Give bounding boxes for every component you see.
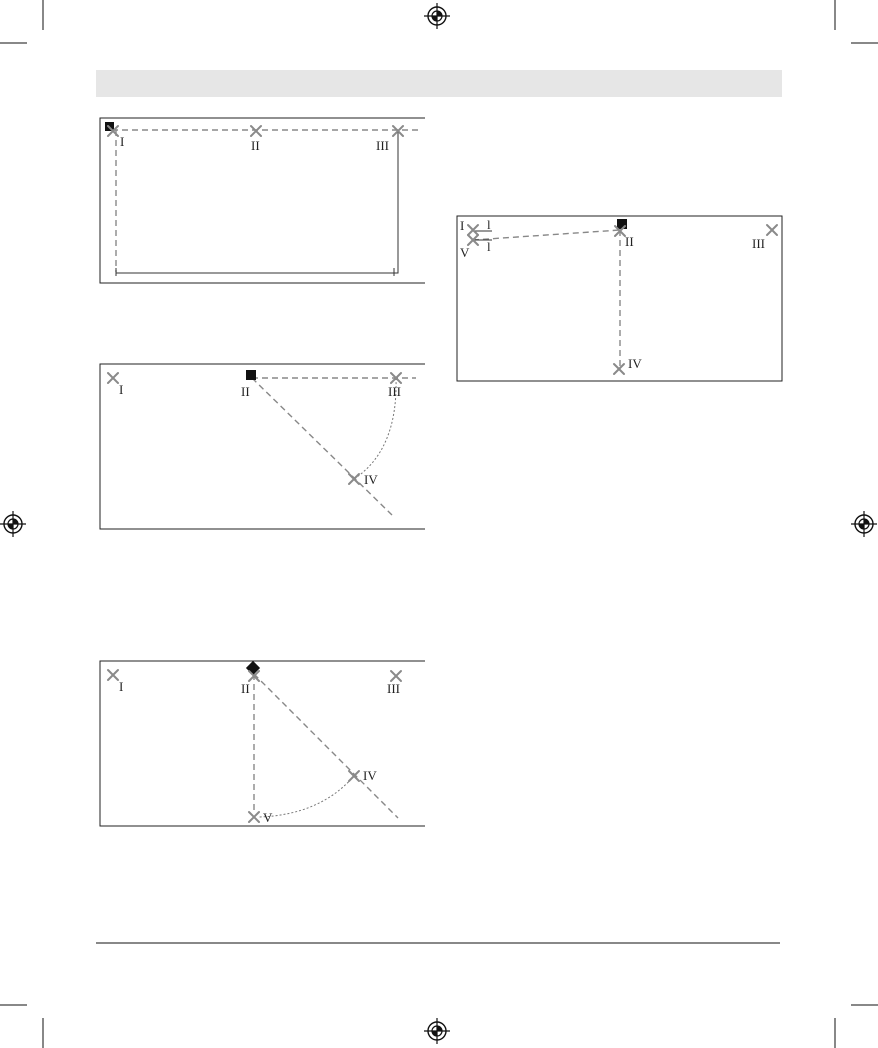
registration-mark-icon [0, 511, 26, 537]
laser-device-icon [617, 219, 627, 229]
mark-label-i: I [120, 134, 125, 149]
cross-mark-icon [349, 771, 359, 781]
tick-label-top: l [487, 217, 491, 232]
figure-d [457, 216, 782, 381]
registration-mark-icon [424, 3, 450, 29]
mark-label-iii: III [387, 681, 400, 696]
cross-mark-icon [108, 373, 118, 383]
figure-c [100, 661, 425, 826]
laser-device-icon [246, 370, 256, 380]
mark-label-ii: II [241, 384, 250, 399]
registration-mark-icon [424, 1018, 450, 1044]
mark-label-v: V [263, 810, 273, 825]
mark-label-iv: IV [363, 768, 377, 783]
mark-label-i: I [119, 382, 124, 397]
cross-mark-icon [391, 671, 401, 681]
registration-mark-icon [851, 511, 877, 537]
mark-label-iii: III [376, 138, 389, 153]
cross-mark-icon [249, 812, 259, 822]
cross-mark-icon [108, 670, 118, 680]
cross-mark-icon [468, 225, 478, 235]
mark-label-iv: IV [364, 472, 378, 487]
cross-mark-icon [767, 225, 777, 235]
mark-label-ii: II [241, 681, 250, 696]
mark-label-v: V [460, 245, 470, 260]
header-bar [96, 70, 782, 97]
mark-label-ii: II [625, 234, 634, 249]
cross-mark-icon [251, 126, 261, 136]
mark-label-ii: II [251, 138, 260, 153]
cross-mark-icon [349, 474, 359, 484]
mark-label-i: I [119, 679, 124, 694]
figure-b [100, 364, 425, 529]
mark-label-iii: III [752, 236, 765, 251]
figure-a [100, 118, 425, 283]
cross-mark-icon [614, 364, 624, 374]
mark-label-i: I [460, 218, 465, 233]
mark-label-iv: IV [628, 356, 642, 371]
mark-label-iii: III [388, 384, 401, 399]
tick-label-bottom: l [487, 239, 491, 254]
